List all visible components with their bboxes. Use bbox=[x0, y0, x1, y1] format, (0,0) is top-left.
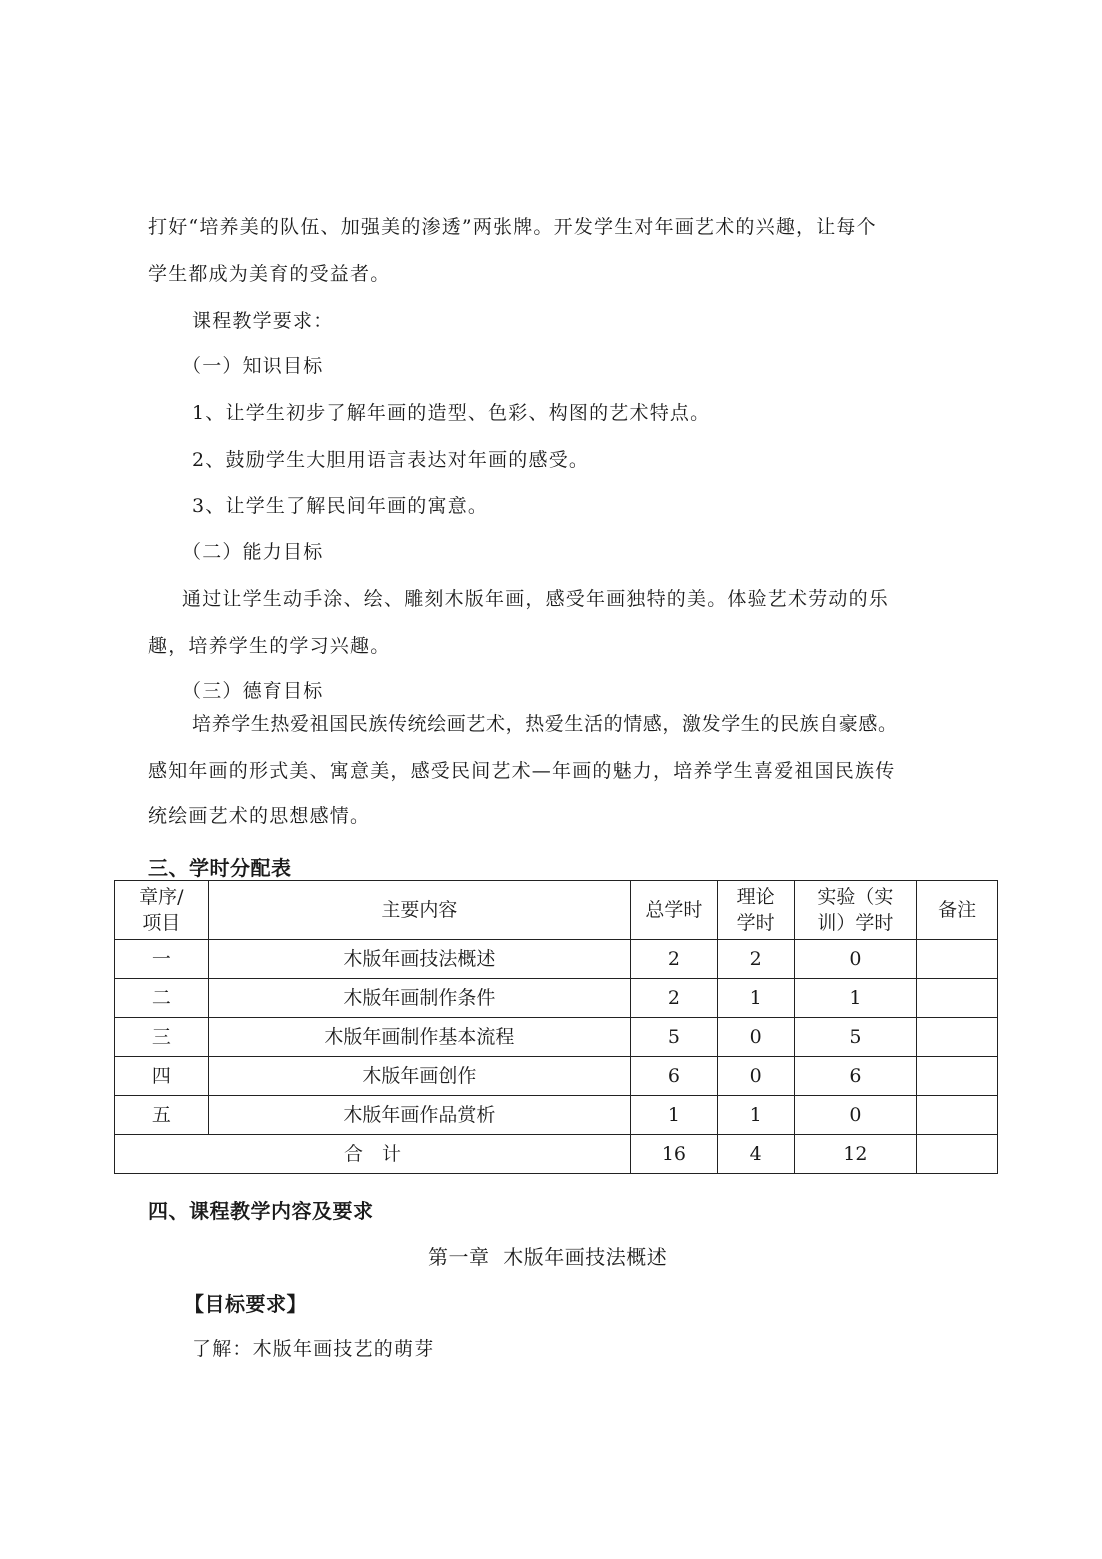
cell-theory: 1 bbox=[717, 979, 794, 1018]
header-content: 主要内容 bbox=[208, 881, 630, 940]
cell-practice: 0 bbox=[794, 1096, 917, 1135]
cell-total: 2 bbox=[631, 979, 718, 1018]
knowledge-goal-heading: （一）知识目标 bbox=[182, 355, 324, 377]
header-practice-line-1: 实验（实 bbox=[817, 886, 894, 908]
cell-practice: 6 bbox=[794, 1057, 917, 1096]
header-theory-line-1: 理论 bbox=[736, 886, 775, 908]
header-chapter-line-2: 项目 bbox=[142, 912, 181, 934]
header-chapter bbox=[115, 881, 209, 940]
cell-theory: 0 bbox=[717, 1057, 794, 1096]
cell-notes bbox=[917, 1018, 998, 1057]
cell-theory-sum: 4 bbox=[717, 1135, 794, 1174]
cell-practice-sum: 12 bbox=[794, 1135, 917, 1174]
header-chapter-line-1: 章序/ bbox=[139, 886, 184, 908]
cell-chapter: 四 bbox=[115, 1057, 209, 1096]
table-row bbox=[115, 940, 998, 979]
ability-goal-line-1: 通过让学生动手涂、绘、雕刻木版年画，感受年画独特的美。体验艺术劳动的乐 bbox=[182, 588, 890, 610]
chapter-1-title: 第一章 木版年画技法概述 bbox=[428, 1245, 668, 1269]
table-header-row bbox=[115, 881, 998, 940]
goal-requirements-heading: 【目标要求】 bbox=[184, 1292, 307, 1316]
header-practice-line-2: 训）学时 bbox=[817, 912, 894, 934]
knowledge-goal-item: 3、让学生了解民间年画的寓意。 bbox=[192, 495, 489, 517]
cell-total-sum: 16 bbox=[631, 1135, 718, 1174]
hours-allocation-table bbox=[114, 880, 998, 1174]
cell-notes bbox=[917, 1096, 998, 1135]
cell-theory: 2 bbox=[717, 940, 794, 979]
ability-goal-line-2: 趣，培养学生的学习兴趣。 bbox=[148, 635, 391, 657]
cell-theory: 0 bbox=[717, 1018, 794, 1057]
header-theory-line-2: 学时 bbox=[736, 912, 775, 934]
knowledge-goal-item: 2、鼓励学生大胆用语言表达对年画的感受。 bbox=[192, 449, 590, 471]
header-notes: 备注 bbox=[917, 881, 998, 940]
cell-notes bbox=[917, 940, 998, 979]
cell-chapter: 三 bbox=[115, 1018, 209, 1057]
cell-total: 2 bbox=[631, 940, 718, 979]
understand-line: 了解：木版年画技艺的萌芽 bbox=[192, 1338, 435, 1360]
table-row bbox=[115, 979, 998, 1018]
table-row bbox=[115, 1057, 998, 1096]
intro-paragraph-line-1: 打好“培养美的队伍、加强美的渗透”两张牌。开发学生对年画艺术的兴趣，让每个 bbox=[148, 216, 877, 238]
section-4-title: 四、课程教学内容及要求 bbox=[148, 1199, 374, 1223]
knowledge-goal-item: 1、让学生初步了解年画的造型、色彩、构图的艺术特点。 bbox=[192, 402, 711, 424]
cell-content: 木版年画创作 bbox=[208, 1057, 630, 1096]
cell-chapter: 一 bbox=[115, 940, 209, 979]
cell-total: 6 bbox=[631, 1057, 718, 1096]
ability-goal-heading: （二）能力目标 bbox=[182, 541, 324, 563]
cell-total: 1 bbox=[631, 1096, 718, 1135]
cell-practice: 1 bbox=[794, 979, 917, 1018]
cell-chapter: 五 bbox=[115, 1096, 209, 1135]
moral-goal-heading: （三）德育目标 bbox=[182, 680, 324, 702]
cell-notes-sum bbox=[917, 1135, 998, 1174]
cell-total: 5 bbox=[631, 1018, 718, 1057]
cell-theory: 1 bbox=[717, 1096, 794, 1135]
cell-total-label: 合 计 bbox=[115, 1135, 631, 1174]
header-practice bbox=[794, 881, 917, 940]
moral-goal-line-3: 统绘画艺术的思想感情。 bbox=[148, 805, 371, 827]
cell-content: 木版年画技法概述 bbox=[208, 940, 630, 979]
cell-content: 木版年画作品赏析 bbox=[208, 1096, 630, 1135]
moral-goal-line-1: 培养学生热爱祖国民族传统绘画艺术，热爱生活的情感，激发学生的民族自豪感。 bbox=[192, 713, 898, 735]
cell-content: 木版年画制作基本流程 bbox=[208, 1018, 630, 1057]
moral-goal-line-2: 感知年画的形式美、寓意美，感受民间艺术—年画的魅力，培养学生喜爱祖国民族传 bbox=[148, 760, 896, 782]
requirements-heading: 课程教学要求： bbox=[192, 310, 334, 332]
header-total: 总学时 bbox=[631, 881, 718, 940]
cell-chapter: 二 bbox=[115, 979, 209, 1018]
section-3-title: 三、学时分配表 bbox=[148, 856, 292, 880]
cell-notes bbox=[917, 1057, 998, 1096]
header-theory bbox=[717, 881, 794, 940]
table-total-row bbox=[115, 1135, 998, 1174]
cell-practice: 5 bbox=[794, 1018, 917, 1057]
cell-content: 木版年画制作条件 bbox=[208, 979, 630, 1018]
cell-notes bbox=[917, 979, 998, 1018]
table-row bbox=[115, 1018, 998, 1057]
intro-paragraph-line-2: 学生都成为美育的受益者。 bbox=[148, 263, 391, 285]
cell-practice: 0 bbox=[794, 940, 917, 979]
table-row bbox=[115, 1096, 998, 1135]
